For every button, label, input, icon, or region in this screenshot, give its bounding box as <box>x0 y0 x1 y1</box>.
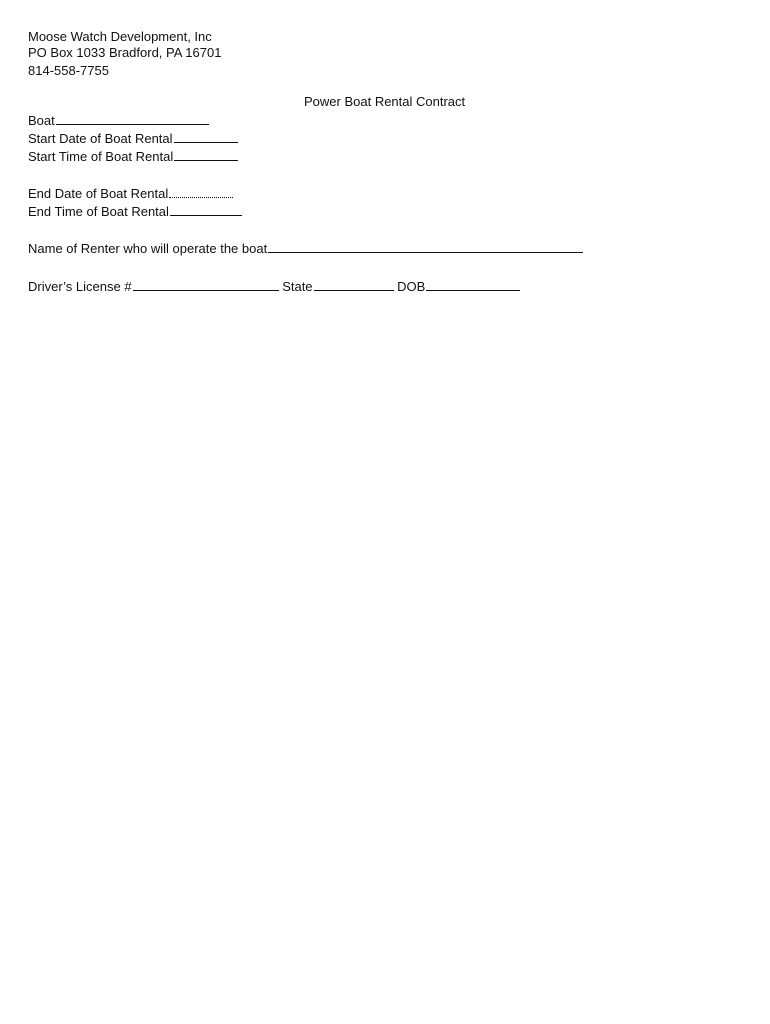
document-title: Power Boat Rental Contract <box>304 94 466 109</box>
boat-label: Boat <box>28 113 55 128</box>
start-date-blank[interactable] <box>174 130 238 143</box>
start-time-label: Start Time of Boat Rental <box>28 149 174 164</box>
end-date-label: End Date of Boat Rental <box>28 186 169 201</box>
dob-blank[interactable] <box>426 278 520 291</box>
boat-field <box>28 112 209 129</box>
end-time-label: End Time of Boat Rental <box>28 204 169 219</box>
company-name: Moose Watch Development, Inc <box>28 29 212 44</box>
drivers-license-label: Driver’s License # <box>28 279 132 294</box>
company-address: PO Box 1033 Bradford, PA 16701 <box>28 45 222 60</box>
renter-name-label: Name of Renter who will operate the boat <box>28 241 268 256</box>
start-date-label: Start Date of Boat Rental <box>28 131 173 146</box>
boat-blank[interactable] <box>56 112 209 125</box>
end-time-blank[interactable] <box>170 203 242 216</box>
end-time-field <box>28 203 242 220</box>
dob-label: DOB <box>397 279 426 294</box>
end-date-blank[interactable] <box>169 185 233 198</box>
start-time-blank[interactable] <box>174 148 238 161</box>
start-time-field <box>28 148 238 165</box>
state-label: State <box>282 279 313 294</box>
renter-name-field <box>28 240 583 257</box>
end-date-field <box>28 185 233 202</box>
drivers-license-blank[interactable] <box>133 278 279 291</box>
start-date-field <box>28 130 238 147</box>
license-row <box>28 278 520 295</box>
state-blank[interactable] <box>314 278 394 291</box>
company-phone: 814-558-7755 <box>28 63 109 78</box>
renter-name-blank[interactable] <box>268 240 583 253</box>
